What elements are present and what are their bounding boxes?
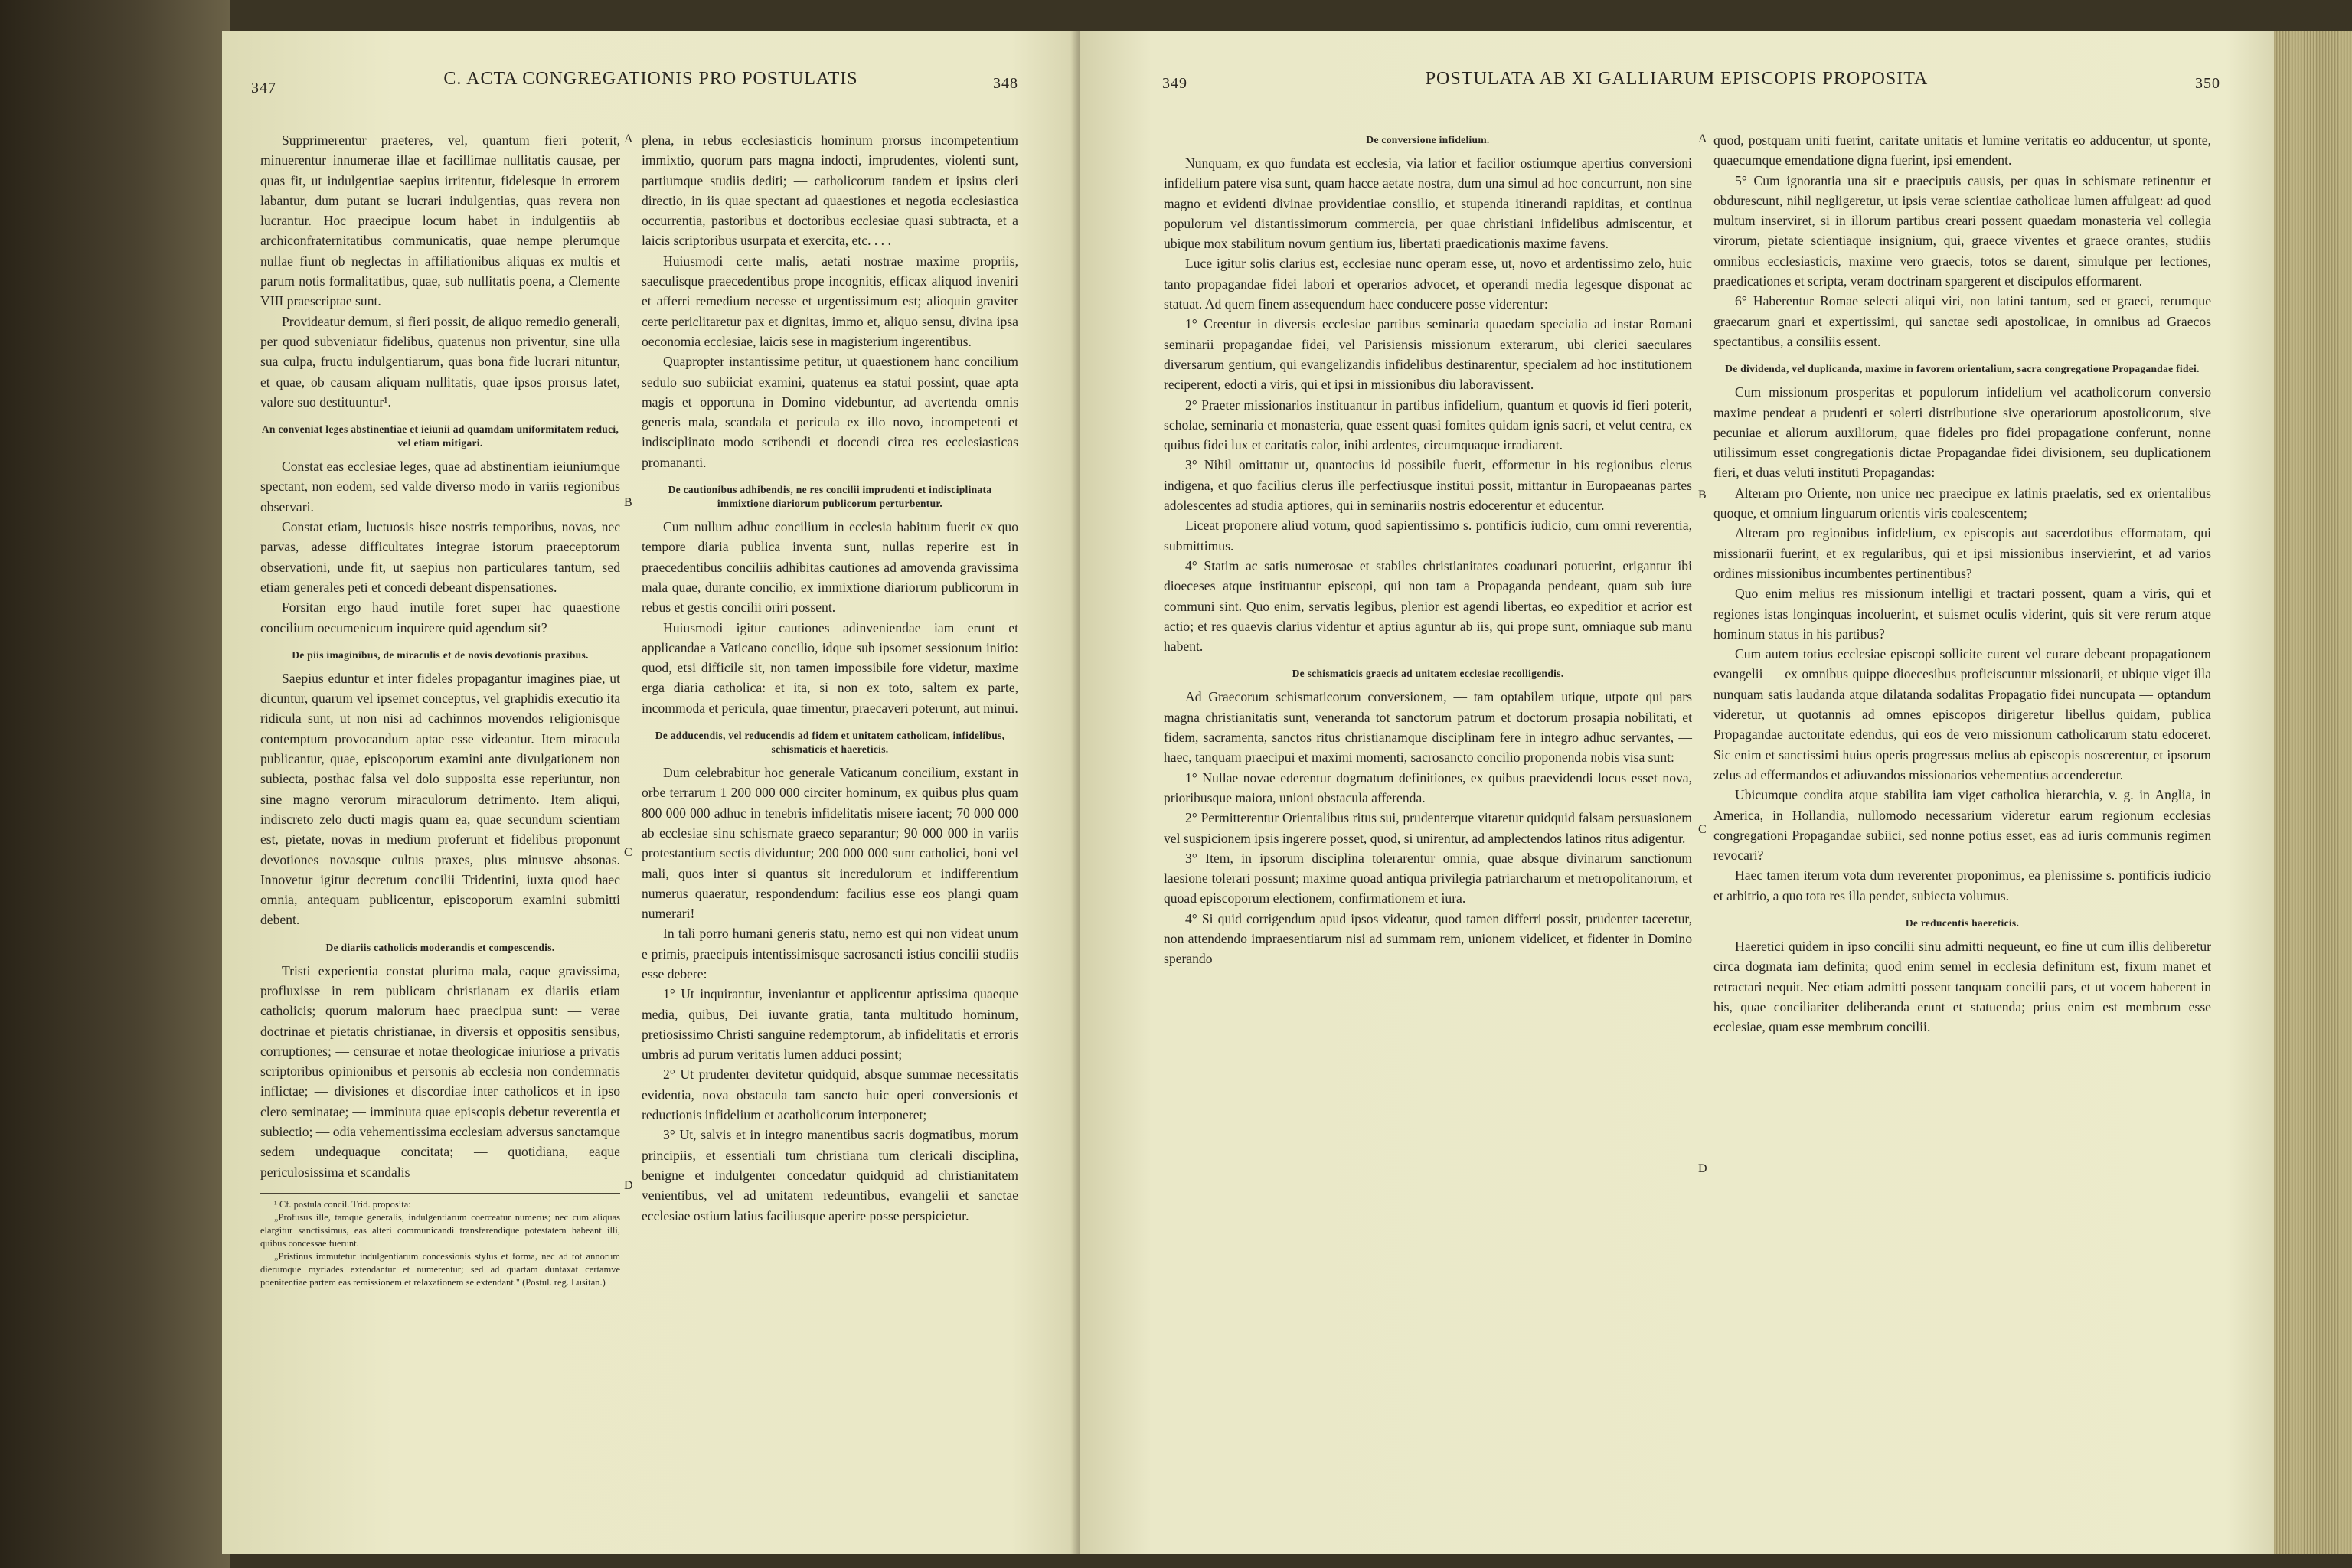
paragraph: 1° Creentur in diversis ecclesiae partibus seminaria quaedam specialia ad instar Romani seminarii propagandae fidei, vel Parisiensis missionum exterarum, ubi clerici saeculares diversarum gentium, qui evangelizandis infidelibus destinarentur, specialem ad hoc institutionem reciperent, edocti a viris, qui et ipsi in missionibus diu laboravissent. [1164,316,1692,393]
footnote [260,1193,620,1289]
paragraph: Alteram pro regionibus infidelium, ex episcopis aut sacerdotibus efformatam, qui missionarii fuerint, et ex regularibus, qui et ipsi missionibus inservierint, et ad varios ordines missionibus incumbentes pertinentibus? [1713,525,2211,581]
paragraph: Quo enim melius res missionum intelligi et tractari possent, quam a viris, qui et regiones istas longinquas incoluerint, et suismet oculis viderint, quis sit vere rerum atque hominum status in his partibus? [1713,586,2211,642]
paragraph: 3° Ut, salvis et in integro manentibus sacris dogmatibus, morum principiis, et essentiali tum christiana tum clericali disciplina, benigne et indulgenter concedatur quidquid ad christianitatem venientibus, vel ad unitatem redeuntibus, evangelii et sanctae ecclesiae ostium latius faciliusque aperire posse perspicietur. [642,1127,1018,1223]
footnote-line: ¹ Cf. postula concil. Trid. proposita: [274,1198,411,1210]
section-heading: De dividenda, vel duplicanda, maxime in favorem orientalium, sacra congregatione Propagandae fidei. [1725,363,2200,375]
column-348 [642,130,1018,1226]
paragraph: Haeretici quidem in ipso concilii sinu admitti nequeunt, eo fine ut cum illis deliberetur circa dogmata iam definita; quod enim semel in ecclesia definitum est, fixum manet et retractari nequit. Nec etiam admitti possent tanquam concilii pars, et ut vocem haberent in his, quae conciliariter deliberanda erunt et statuenda; prius enim est membrum esse ecclesiae, quam esse membrum concilii. [1713,938,2211,1035]
section-heading: De piis imaginibus, de miraculis et de novis devotionis praxibus. [292,648,589,661]
paragraph: Constat eas ecclesiae leges, quae ad abstinentiam ieiuniumque spectant, non eodem, sed valde diverso modo in variis regionibus observari. [260,459,620,514]
paragraph: 6° Haberentur Romae selecti aliqui viri, non latini tantum, sed et graeci, rerumque graecarum gnari et expertissimi, qui sanctae sedi apostolicae, in omnibus ad Graecos spectantibus, a consiliis essent. [1713,293,2211,349]
paragraph: 1° Ut inquirantur, inveniantur et applicentur aptissima quaeque media, quibus, Dei iuvante gratia, tanta multitudo hominum, pretiosissimo Christi sanguine redemptorum, ab infidelitatis et erroris umbris ad purum veritatis lumen adduci possint; [642,986,1018,1063]
paragraph: Liceat proponere aliud votum, quod sapientissimo s. pontificis iudicio, cum omni reverentia, submittimus. [1164,518,1692,554]
paragraph: 1° Nullae novae ederentur dogmatum definitiones, ex quibus praevidendi locus esset nova, prioribusque maiora, unioni obstacula afferenda. [1164,769,1692,805]
section-heading: De schismaticis graecis ad unitatem ecclesiae recolligendis. [1292,668,1564,680]
margin-marker-a: A [624,132,633,145]
left-shadow [0,0,230,1568]
paragraph: Tristi experientia constat plurima mala, eaque gravissima, profluxisse in rem publicam christianam ex diariis etiam catholicis; quorum malorum haec praecipua sunt: — verae doctrinae et pietatis christianae, in diversis et oppositis sensibus, corruptiones; — censurae et notae theologicae iniuriose a privatis scriptoribus opinionibus et personis ab ecclesia non condemnatis inflictae; — divisiones et discordiae inter catholicos et in ipso clero seminatae; — imminuta quae episcopis debetur reverentia et subiectio; — odia vehementissima ecclesiam adversus sanctamque sedem undequaque concitata; — quotidiana, eaque periculosissima et scandalis [260,962,620,1180]
paragraph: 4° Si quid corrigendum apud ipsos videatur, quod tamen differri possit, prudenter taceretur, non attendendo impraesentiarum nisi ad summam rem, unionem videlicet, et fidenter in Domino sperando [1164,910,1692,967]
margin-marker-d: D [1698,1162,1707,1175]
paragraph: Alteram pro Oriente, non unice nec praecipue ex latinis praelatis, sed ex orientalibus quoque, et omnium linguarum orientis viris coalescentem; [1713,485,2211,521]
paragraph: Cum nullum adhuc concilium in ecclesia habitum fuerit ex quo tempore diaria publica inventa sunt, nullas reperire est in praecedentibus conciliis adhibitas cautiones ad amovenda gravissima mala quae, durante concilio, ex immixtione diariorum publicorum in rebus et gestis concilii oriri possent. [642,519,1018,616]
margin-marker-a: A [1698,132,1707,145]
paragraph: Huiusmodi igitur cautiones adinveniendae iam erunt et applicandae a Vaticano concilio, idque sub ipsomet sessionum initio: quod, etsi difficile sit, non tamen impossibile fore videtur, maxime erga diaria catholica: et ita, si non ex toto, saltem ex parte, incommoda et pericula, quae timentur, praecaveri poterunt, aut minui. [642,619,1018,716]
page-number-349: 349 [1162,75,1187,92]
paragraph: Dum celebrabitur hoc generale Vaticanum concilium, exstant in orbe terrarum 1 200 000 000 circiter hominum, ex quibus plus quam 800 000 000 adhuc in tenebris infidelitatis misere iacent; 70 000 000 ab ecclesiae sinu schismate graeco separantur; 90 000 000 in variis protestantium sectis dividuntur; 200 000 000 sunt catholici, boni vel mali, quos inter si quantus sit incredulorum et indifferentium numerus quaeratur, respondendum: facilius esse eos plangi quam numerari! [642,765,1018,922]
margin-marker-d: D [624,1179,633,1192]
section-heading: De reducentis haereticis. [1905,916,2020,929]
right-page [1080,31,2274,1554]
paragraph: Ubicumque condita atque stabilita iam viget catholica hierarchia, v. g. in Anglia, in America, in Hollandia, nullomodo necessarium videretur earum regionum ecclesias congregationi Propagandae subiici, sed nonne potius esset, eas ad iuris communis regimen revocari? [1713,787,2211,864]
running-title-left: C. ACTA CONGREGATIONIS PRO POSTULATIS [443,69,858,89]
paragraph: 2° Ut prudenter devitetur quidquid, absque summae necessitatis evidentia, nova obstacula tam sancto huic operi conversionis et reductionis infidelium et acatholicorum interponeret; [642,1067,1018,1123]
paragraph: Cum autem totius ecclesiae episcopi sollicite curent vel curare debeant propagationem evangelii — ex omnibus quippe dioecesibus proficiscuntur missionarii, et ubique viget illa nunquam satis laudanda atque dilatanda sodalitas Propagatio fidei nuncupata — optandum videretur, ut quotannis ad omnes episcopos dirigeretur libellus quidam, publica Propagandae auctoritate edendus, qui eos de vero missionum catholicarum statu edoceret. Sic enim et sanctissimi huius operis progressus melius ab episcopis noscerentur, et ipsorum zelus ad effermandos et adiuvandos missionarios vehementius accenderetur. [1713,646,2211,782]
paragraph: Constat etiam, luctuosis hisce nostris temporibus, novas, nec parvas, adesse difficultates integrae istorum praeceptorum observationi, unde fit, ut saepius non particulares tantum, sed etiam generales peti et concedi debeant dispensationes. [260,519,620,595]
paragraph: Forsitan ergo haud inutile foret super hac quaestione concilium oecumenicum inquirere quid agendum sit? [260,599,620,635]
paragraph: 3° Nihil omittatur ut, quantocius id possibile fuerit, efformetur in his regionibus clerus indigena, et quo facilius clerus ille perfectiusque institui possit, mittantur in Europaeanas partes adolescentes ad studia aptiores, qui in seminariis nostris edocerentur et educentur. [1164,457,1692,514]
footnote-line: „Profusus ille, tamque generalis, indulgentiarum coerceatur numerus; nec cum aliquas elargitur sanctissimus, eas alteri communicandi transferendique potestatem habeant illi, quibus concessae fuerunt. [260,1211,620,1249]
paragraph: plena, in rebus ecclesiasticis hominum prorsus incompetentium immixtio, quorum pars magna indocti, imprudentes, violenti sunt, partiumque studiis dediti; — catholicorum tandem et ipsius cleri directio, in iis quae spectant ad quaestiones et negotia ecclesiastica occurrentia, pastoribus et doctoribus ecclesiae quasi subtracta, et a laicis scriptoribus usurpata et exercita, etc. . . . [642,132,1018,249]
paragraph: Quapropter instantissime petitur, ut quaestionem hanc concilium sedulo suo subiiciat examini, quatenus ea statui possint, quae apta magis et opportuna in Domino videbuntur, ad avertenda omnis generis mala, scandala et pericula ex illo novo, incompetenti et indisciplinato modo scribendi et docendi circa res ecclesiasticas promananti. [642,354,1018,470]
paragraph: Cum missionum prosperitas et populorum infidelium vel acatholicorum conversio maxime pendeat a prudenti et solerti distributione sive operariorum apostolicorum, sive pecuniae et aliorum auxiliorum, quae fideles pro fidei propagatione conferunt, nonne utilissimum esset congregationis dictae Propagandae fidei divisionem, seu duplicationem fieri, et duas veluti instituti Propagandas: [1713,384,2211,481]
column-347 [260,130,620,1289]
page-edges [2274,31,2352,1554]
paragraph: Huiusmodi certe malis, aetati nostrae maxime propriis, saeculisque praecedentibus prope incognitis, efficax aliquod inveniri et afferri remedium necesse et urgentissimum est; alioquin graviter certe periclitaretur pax et dignitas, immo et, aliquo sensu, divina ipsa oeconomia ecclesiae, laicis sese in magisterium ingerentibus. [642,253,1018,349]
left-header [222,69,1080,100]
page-number-347: 347 [251,80,276,96]
section-heading: De cautionibus adhibendis, ne res concilii imprudenti et indisciplinata immixtione diariorum publicorum perturbentur. [668,484,992,510]
paragraph: Haec tamen iterum vota dum reverenter proponimus, ea plenissime s. pontificis iudicio et arbitrio, a quo tota res illa pendet, subiecta volumus. [1713,867,2211,903]
margin-marker-c: C [1698,823,1707,836]
margin-marker-c: C [624,846,632,859]
section-heading: De adducendis, vel reducendis ad fidem et unitatem catholicam, infidelibus, schismaticis et haereticis. [655,730,1005,756]
paragraph: 3° Item, in ipsorum disciplina tolerarentur omnia, quae absque divinarum sanctionum laesione tolerari possunt; maxime quoad antiqua privilegia patriarcharum et metropolitanorum, et quoad episcoporum electionem, confirmationem et iura. [1164,850,1692,906]
paragraph: 5° Cum ignorantia una sit e praecipuis causis, per quas in schismate retinentur et obdurescunt, nihil negligeretur, ut ipsis verae scientiae catholicae lumen affulgeat: ad quod multum inserviret, si in illorum partibus creari possent quaedam monasteria vel collegia virorum, pietate scientiaque insignium, qui, graece viventes et graece orantes, studiis omnibus ecclesiasticis, maxime vero graecis, totos se darent, simulque per lectiones, praedicationes et scripta, veram doctrinam spargerent et discipulos efformarent. [1713,172,2211,289]
footnote-line: „Pristinus immutetur indulgentiarum concessionis stylus et forma, nec ad tot annorum dierumque myriades extendantur et numerentur; sed ad quartam duntaxat certamve poenitentiae partem eas remissionem et relaxationem se extendant." (Postul. reg. Lusitan.) [260,1250,620,1288]
section-heading: De diariis catholicis moderandis et compescendis. [325,941,555,953]
page-number-348: 348 [993,75,1018,92]
paragraph: Saepius eduntur et inter fideles propagantur imagines piae, ut dicuntur, quarum vel ipsemet conceptus, vel graphidis executio ita ridicula sunt, ut non nisi ad cachinnos movendos religionisque contemptum provocandum aptae esse videantur. Item miracula publicantur, quae, episcoporum examini ante divulgationem non subiecta, posthac falsa vel dolo supposita esse reperiuntur, non sine magno verorum miraculorum detrimento. Item aliqui, indiscreto zelo ducti magis quam ea, quae secundum scientiam est, pietate, novas in medium proferunt et fidelibus proponunt devotiones novasque cultus praxes, plus minusve absonas. Innovetur igitur decretum concilii Tridentini, iuxta quod haec omnia, antequam publicentur, episcoporum examini submitti debent. [260,670,620,928]
paragraph: Luce igitur solis clarius est, ecclesiae nunc operam esse, ut, novo et ardentissimo zelo, huic tanto propagandae fidei labori et operarios advocet, et operandi media legesque disponat ac statuat. Ad quem finem assequendum haec conducere posse viderentur: [1164,256,1692,312]
section-heading: An conveniat leges abstinentiae et ieiunii ad quamdam uniformitatem reduci, vel etiam mitigari. [261,423,619,449]
paragraph: In tali porro humani generis statu, nemo est qui non videat unum e primis, praecipuis intentissimisque sacrosancti istius concilii studiis esse debere: [642,926,1018,982]
paragraph: Nunquam, ex quo fundata est ecclesia, via latior et facilior ostiumque apertius conversioni infidelium patere visa sunt, quam hacce aetate nostra, dum una simul ad hoc concurrunt, non sine magno et evidenti divinae providentiae consilio, et stupenda itinerandi rapiditas, et continua populorum vel distantissimorum commercia, per quae christiani infidelibus admiscentur, et ubique mox stabilitum novum gentium ius, libertati praedicationis maxime favens. [1164,155,1692,252]
page-number-350: 350 [2195,75,2220,92]
column-350 [1713,130,2211,1037]
paragraph: Supprimerentur praeteres, vel, quantum fieri poterit, minuerentur innumerae illae et facillimae nullitatis causae, per quas fit, ut indulgentiae saepius irritentur, fidelesque in errorem labantur, dum putant se lucrari indulgentias, quas revera non lucrantur. Hoc praecipue locum habet in indulgentiis ab archiconfraternitatibus communicatis, quae nempe plerumque nullae fiunt ob neglectas in affiliationibus aliquas ex multis et parum notis formalitatibus, quae, sub nullitatis poena, a Clemente VIII praescriptae sunt. [260,132,620,309]
paragraph: Provideatur demum, si fieri possit, de aliquo remedio generali, per quod subveniatur fidelibus, quatenus non priventur, sine ulla sua culpa, fructu indulgentiarum, quas bona fide lucrari nituntur, et quae, ob causam aliquam nullitatis, quae ipsos prorsus latet, valore suo destituuntur¹. [260,313,620,410]
paragraph: quod, postquam uniti fuerint, caritate unitatis et lumine veritatis eo adducentur, ut sponte, quaecumque emendatione digna fuerint, ipsi emendent. [1713,132,2211,168]
paragraph: 2° Permitterentur Orientalibus ritus sui, prudenterque vitaretur quidquid falsam persuasionem vel suspicionem ipsis ingerere posset, quod, si unirentur, ad amplectendos latinos ritus adigentur. [1164,810,1692,846]
column-349 [1164,130,1692,969]
margin-marker-b: B [624,496,632,509]
right-header [1080,69,2274,100]
margin-marker-b: B [1698,488,1707,501]
paragraph: Ad Graecorum schismaticorum conversionem, — tam optabilem utique, utpote qui pars magna christianitatis sunt, veneranda tot sanctorum patrum et doctorum prosapia nobilitati, et fidem, sacramenta, sanctos ritus christianamque disciplinam fere in integro adhuc servantes, — haec, tanquam praecipui et maximi momenti, sacrosancto concilio proponenda nobis visa sunt: [1164,689,1692,766]
left-page [222,31,1080,1554]
running-title-right: POSTULATA AB XI GALLIARUM EPISCOPIS PROPOSITA [1425,69,1929,89]
section-heading: De conversione infidelium. [1366,134,1490,145]
paragraph: 2° Praeter missionarios instituantur in partibus infidelium, quantum et quovis id fieri poterit, scholae, seminaria et monasteria, quae essent quasi fomites quidam ignis sacri, et velut centra, ex quibus fidei lux et caritatis calor, inibi ardentes, circumquaque irradiarent. [1164,397,1692,453]
paragraph: 4° Statim ac satis numerosae et stabiles christianitates coadunari potuerint, erigantur ibi dioeceses atque instituantur episcopi, qui non tam a Propaganda pendeant, quam sub iure communi sint. Quo enim, servatis legibus, plenior est agendi libertas, eo expeditior et acrior est actio; et res quaevis clarius videntur et aptius aguntur ab iis, qui prope sunt, omniaque sub manu habent. [1164,557,1692,655]
